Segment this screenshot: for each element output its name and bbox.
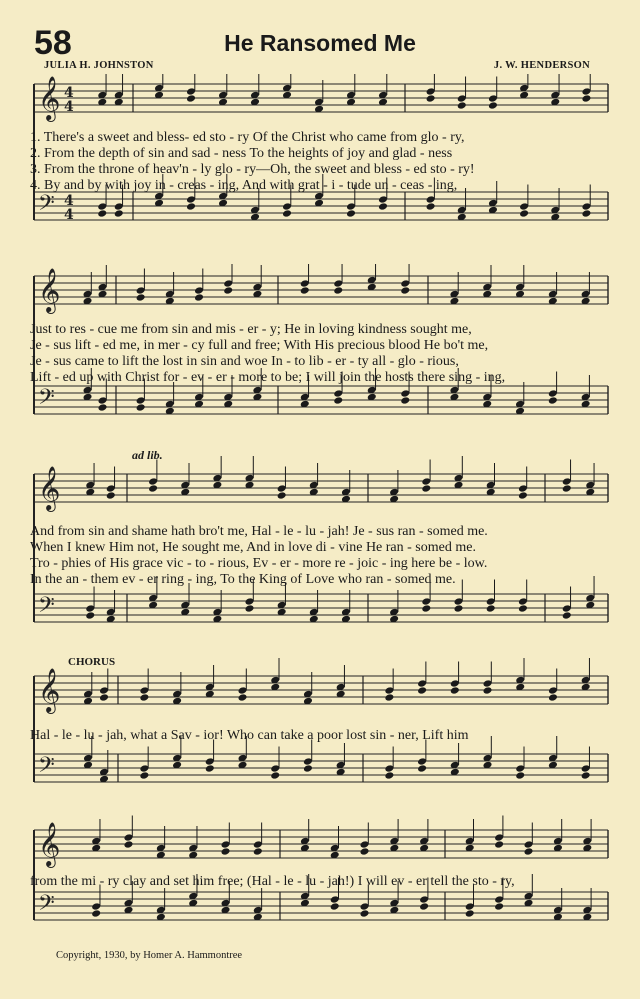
notehead <box>238 693 248 702</box>
notehead <box>333 286 343 295</box>
lyrics-system-4 <box>30 728 610 744</box>
lyric-line: And from sin and shame hath bro't me, Hal - le - lu - jah! Je - sus ran - somed me. <box>30 524 488 539</box>
lyric-line: Just to res - cue me from sin and mis - er - y; He in loving kindness sought me, <box>30 322 472 337</box>
ad-lib-direction: ad lib. <box>132 448 163 462</box>
notehead <box>114 209 124 218</box>
notehead <box>417 764 427 773</box>
notehead <box>518 604 528 613</box>
music-system-2 <box>0 264 640 442</box>
notehead <box>548 693 558 702</box>
notehead <box>282 209 292 218</box>
notehead <box>333 396 343 405</box>
notehead <box>548 396 558 405</box>
time-signature-bottom: 4 <box>64 207 74 223</box>
chorus-label: CHORUS <box>68 656 116 668</box>
notehead <box>136 293 146 302</box>
lyric-line: 1. There's a sweet and bless- ed sto - ry Of the Christ who came from glo - ry, <box>30 130 465 145</box>
treble-clef-icon: 𝄞 <box>38 668 61 712</box>
notehead <box>221 847 231 856</box>
notehead <box>186 94 196 103</box>
lyric-line: Hal - le - lu - jah, what a Sav - ior! Who can take a poor lost sin - ner, Lift him <box>30 728 469 743</box>
lyric-line: Je - sus lift - ed me, in mer - cy full and free; With His precious blood He bo't me, <box>30 338 489 353</box>
lyrics-system-5 <box>30 874 610 890</box>
notehead <box>400 286 410 295</box>
lyrics-system-1 <box>30 130 610 194</box>
bass-clef-icon: 𝄢 <box>38 891 55 921</box>
notehead <box>450 686 460 695</box>
notehead <box>515 771 525 780</box>
notehead <box>300 286 310 295</box>
notehead <box>465 909 475 918</box>
time-signature-top: 4 <box>64 85 74 101</box>
notehead <box>457 101 467 110</box>
lyric-line: 3. From the throne of heav'n - ly glo - ry—Oh, the sweet and bless - ed sto - ry! <box>30 162 475 177</box>
notehead <box>136 403 146 412</box>
notehead <box>488 101 498 110</box>
bass-clef-icon: 𝄢 <box>38 753 55 783</box>
notehead <box>454 604 464 613</box>
notehead <box>139 693 149 702</box>
author-credit: JULIA H. JOHNSTON <box>44 60 154 71</box>
notehead <box>360 847 370 856</box>
notehead <box>346 209 356 218</box>
treble-clef-icon: 𝄞 <box>38 268 61 312</box>
notehead <box>148 484 158 493</box>
bass-clef-icon: 𝄢 <box>38 191 55 221</box>
bass-clef-icon: 𝄢 <box>38 385 55 415</box>
lyric-line: Tro - phies of His grace vic - to - rious, Ev - er - more re - joic - ing here be - low. <box>30 556 488 571</box>
treble-clef-icon: 𝄞 <box>38 822 61 866</box>
notehead <box>378 202 388 211</box>
hymn-number: 58 <box>34 24 72 62</box>
notehead <box>91 909 101 918</box>
notehead <box>400 396 410 405</box>
notehead <box>519 209 529 218</box>
notehead <box>419 902 429 911</box>
copyright-notice: Copyright, 1930, by Homer A. Hammontree <box>56 950 243 961</box>
notehead <box>562 611 572 620</box>
notehead <box>421 484 431 493</box>
lyrics-system-3 <box>30 524 610 588</box>
notehead <box>486 604 496 613</box>
notehead <box>494 840 504 849</box>
lyric-line: In the an - them ev - er ring - ing, To the King of Love who ran - somed me. <box>30 572 456 587</box>
notehead <box>245 604 255 613</box>
lyric-line: Je - sus came to lift the lost in sin and woe In - to lib - er - ty all - glo - rious, <box>30 354 459 369</box>
notehead <box>562 484 572 493</box>
lyrics-system-2 <box>30 322 610 386</box>
notehead <box>106 491 116 500</box>
treble-clef-icon: 𝄞 <box>38 466 61 510</box>
notehead <box>223 286 233 295</box>
bass-clef-icon: 𝄢 <box>38 593 55 623</box>
notehead <box>581 94 591 103</box>
notehead <box>524 847 534 856</box>
lyric-line: 2. From the depth of sin and sad - ness To the heights of joy and glad - ness <box>30 146 453 161</box>
notehead <box>494 902 504 911</box>
treble-clef-icon: 𝄞 <box>38 76 61 120</box>
notehead <box>426 94 436 103</box>
lyric-line: 4. By and by with joy in - creas - ing, And with grat - i - tude un - ceas - ing, <box>30 178 458 193</box>
notehead <box>518 491 528 500</box>
hymn-title: He Ransomed Me <box>224 30 416 56</box>
notehead <box>97 209 107 218</box>
notehead <box>483 686 493 695</box>
notehead <box>303 764 313 773</box>
music-system-4 <box>0 654 640 808</box>
notehead <box>186 202 196 211</box>
notehead <box>98 403 108 412</box>
music-system-3 <box>0 448 640 648</box>
lyric-line: When I knew Him not, He sought me, And in love di - vine He ran - somed me. <box>30 540 476 555</box>
notehead <box>384 771 394 780</box>
time-signature-bottom: 4 <box>64 99 74 115</box>
notehead <box>194 293 204 302</box>
lyric-line: from the mi - ry clay and set him free; (Hal - le - lu - jah!) I will ev - er tell the sto - ry, <box>30 874 515 889</box>
notehead <box>99 693 109 702</box>
notehead <box>124 840 134 849</box>
composer-credit: J. W. HENDERSON <box>493 60 590 71</box>
notehead <box>581 771 591 780</box>
notehead <box>205 764 215 773</box>
notehead <box>139 771 149 780</box>
notehead <box>85 611 95 620</box>
notehead <box>426 202 436 211</box>
notehead <box>330 902 340 911</box>
notehead <box>384 693 394 702</box>
notehead <box>277 491 287 500</box>
notehead <box>417 686 427 695</box>
notehead <box>253 847 263 856</box>
lyric-line: Lift - ed up with Christ for - ev - er - more to be; I will join the hosts there sing - ing, <box>30 370 506 385</box>
notehead <box>270 771 280 780</box>
time-signature-top: 4 <box>64 193 74 209</box>
notehead <box>581 209 591 218</box>
notehead <box>360 909 370 918</box>
notehead <box>421 604 431 613</box>
music-system-5 <box>0 814 640 944</box>
music-system-1 <box>0 74 640 250</box>
